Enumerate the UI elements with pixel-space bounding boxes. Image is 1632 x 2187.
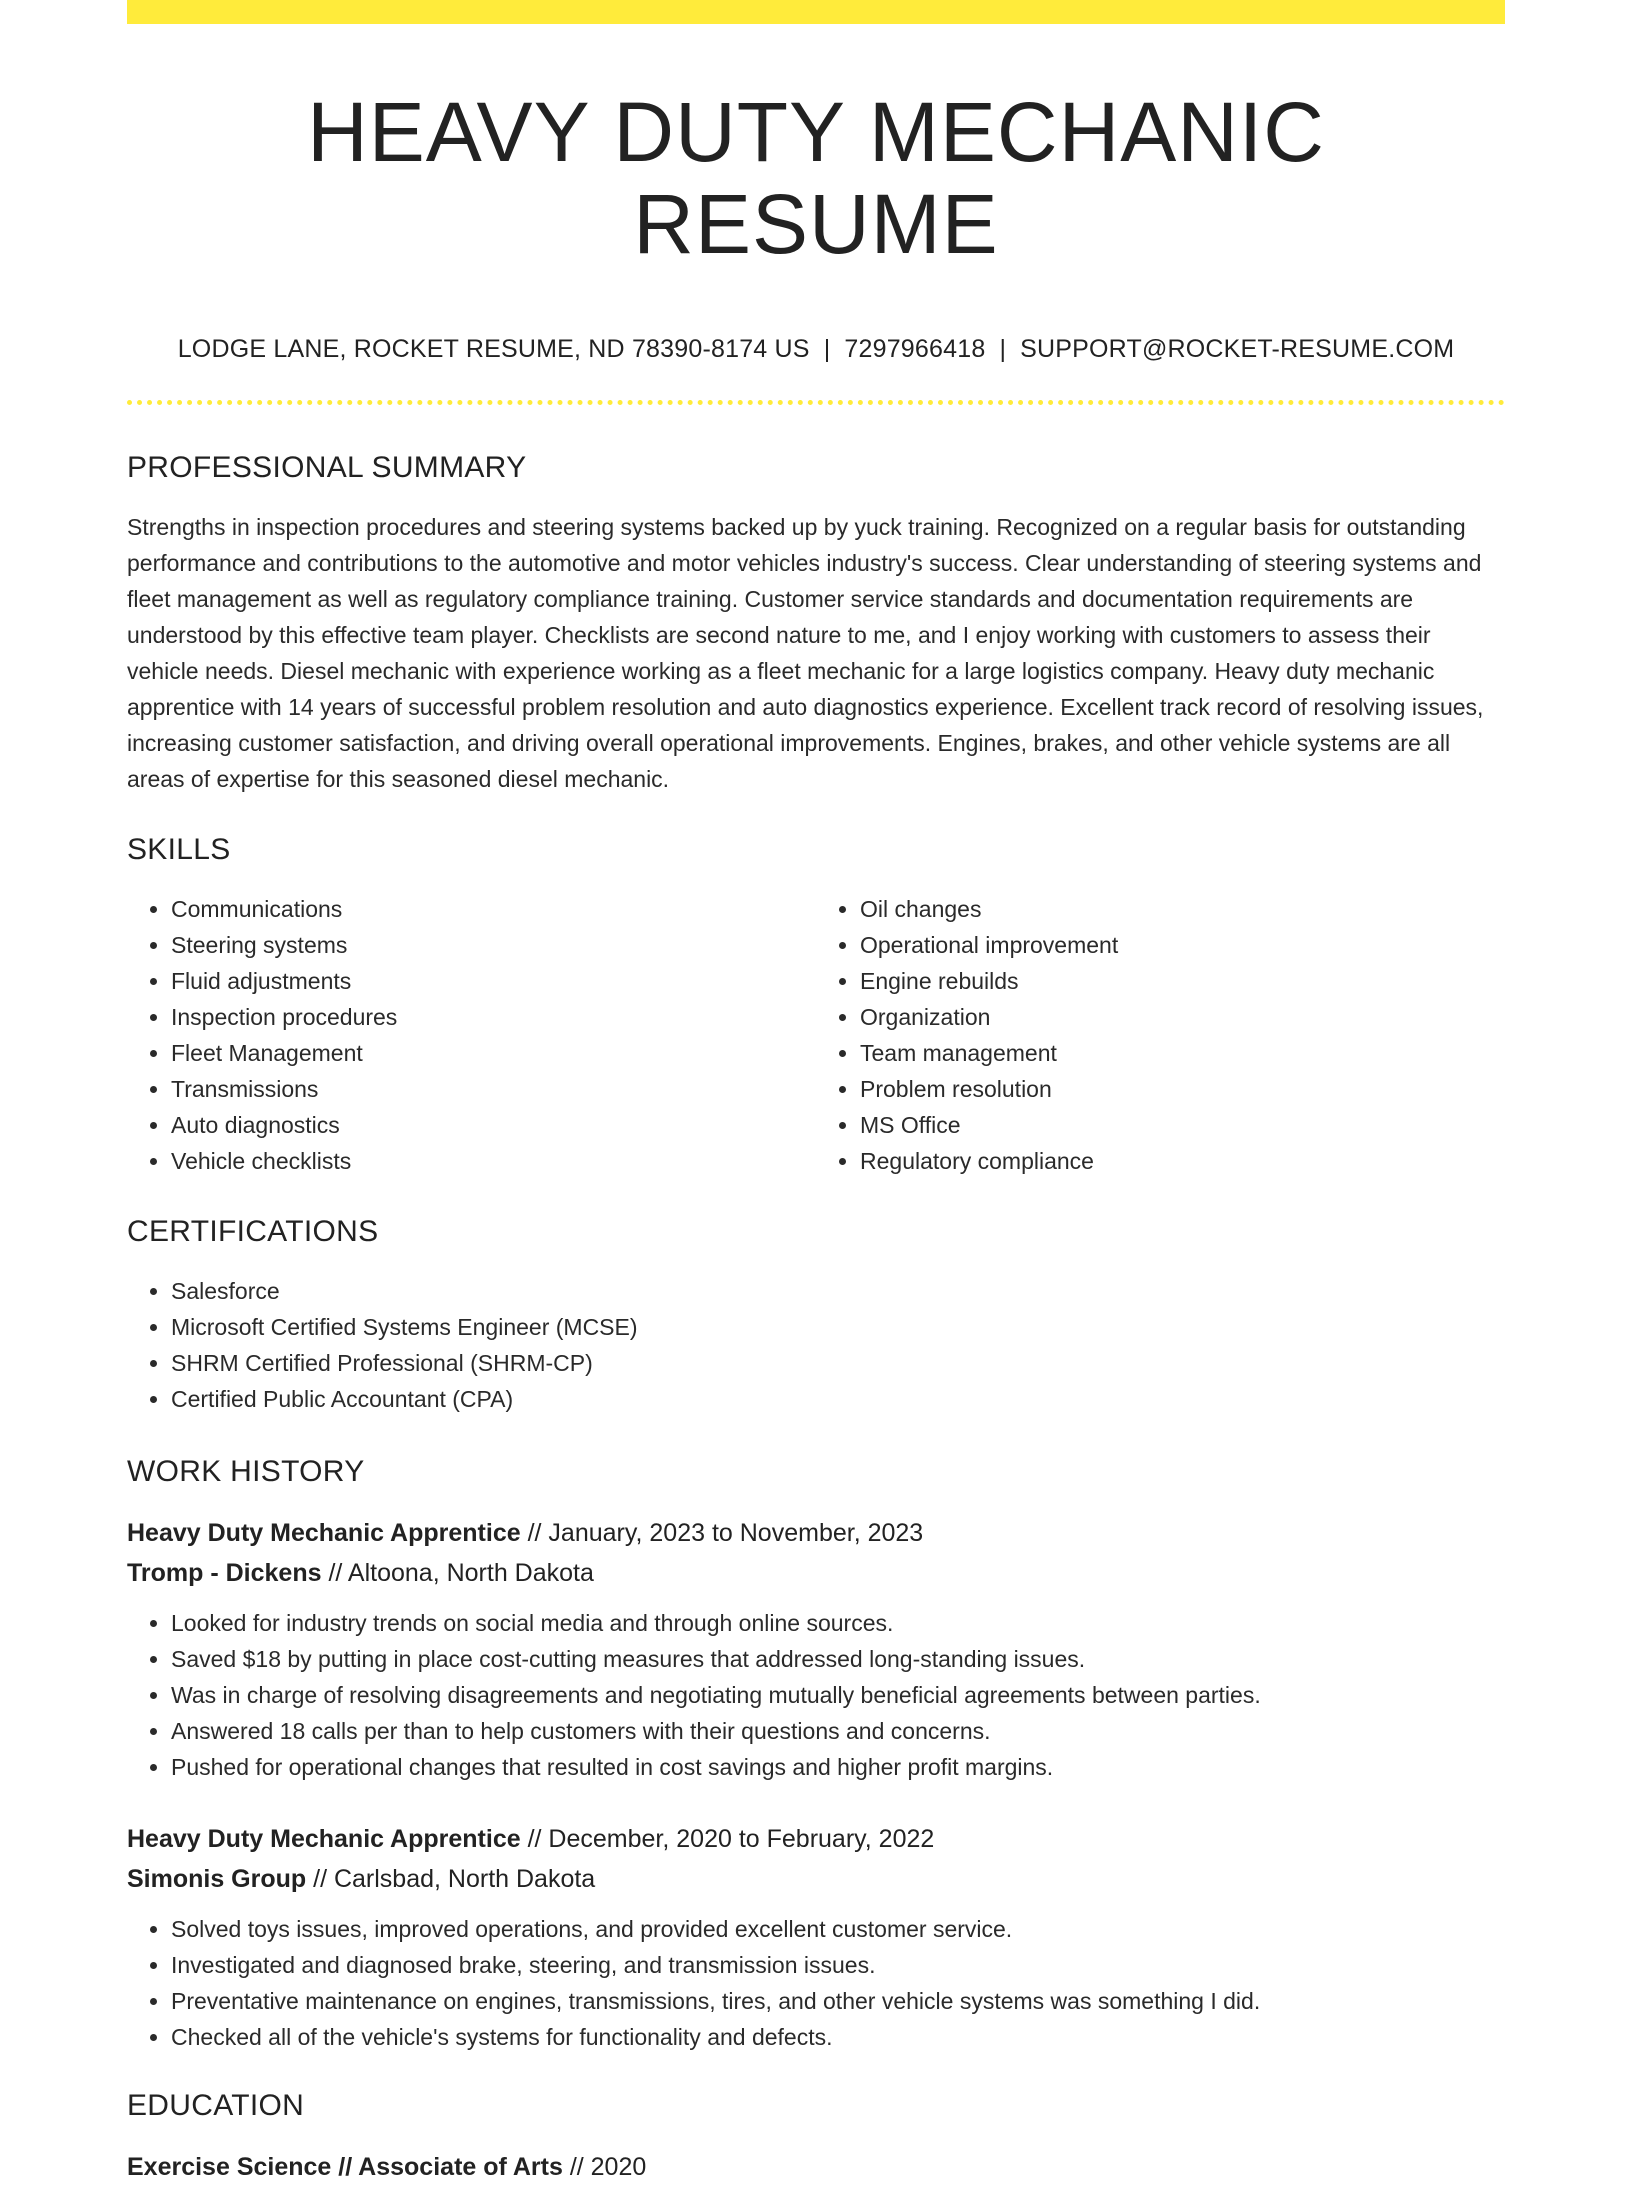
skill-item: • Transmissions	[171, 1071, 816, 1107]
contact-email: SUPPORT@ROCKET-RESUME.COM	[1020, 334, 1455, 363]
skills-section	[127, 833, 1505, 1179]
section-title: CERTIFICATIONS	[127, 1214, 379, 1248]
resume-title: HEAVY DUTY MECHANIC RESUME	[307, 85, 1325, 272]
skill-item: • Steering systems	[171, 927, 816, 963]
skill-item: • Vehicle checklists	[171, 1143, 816, 1179]
job-bullet: • Saved $18 by putting in place cost-cutting measures that addressed long-standing issues.	[171, 1641, 1505, 1677]
skill-item: • Operational improvement	[860, 927, 1505, 963]
job-bullet: • Was in charge of resolving disagreements and negotiating mutually beneficial agreements between parties.	[171, 1677, 1505, 1713]
skill-item: • Fluid adjustments	[171, 963, 816, 999]
job-bullet-list	[127, 1605, 1505, 1785]
education-entry	[127, 2147, 1505, 2187]
job-entry	[127, 1513, 1505, 1785]
certifications-list	[127, 1273, 1505, 1417]
contact-line	[127, 335, 1505, 364]
skills-list-right	[816, 891, 1505, 1179]
skill-item: • Problem resolution	[860, 1071, 1505, 1107]
skills-columns	[127, 891, 1505, 1179]
job-bullet-list	[127, 1911, 1505, 2055]
job-title-line	[127, 1513, 1505, 1553]
contact-separator: |	[823, 334, 831, 363]
skill-item: • Regulatory compliance	[860, 1143, 1505, 1179]
job-bullet: • Looked for industry trends on social media and through online sources.	[171, 1605, 1505, 1641]
skill-item: • MS Office	[860, 1107, 1505, 1143]
job-company-line	[127, 1553, 1505, 1593]
contact-phone: 7297966418	[844, 334, 986, 363]
job-dates: // December, 2020 to February, 2022	[520, 1824, 935, 1853]
contact-address: LODGE LANE, ROCKET RESUME, ND 78390-8174 US	[177, 334, 810, 363]
certification-item: • Microsoft Certified Systems Engineer (MCSE)	[171, 1309, 1505, 1345]
professional-summary-section	[127, 451, 1505, 797]
skills-list-left	[127, 891, 816, 1179]
skill-item: • Organization	[860, 999, 1505, 1035]
job-dates: // January, 2023 to November, 2023	[520, 1518, 924, 1547]
work-history-section	[127, 1455, 1505, 2055]
job-company: Tromp - Dickens	[127, 1558, 322, 1587]
job-entry	[127, 1819, 1505, 2055]
education-degree: Exercise Science // Associate of Arts	[127, 2152, 563, 2181]
job-bullet: • Investigated and diagnosed brake, steering, and transmission issues.	[171, 1947, 1505, 1983]
job-bullet: • Preventative maintenance on engines, transmissions, tires, and other vehicle systems was something I did.	[171, 1983, 1505, 2019]
certifications-section	[127, 1215, 1505, 1417]
job-location: // Altoona, North Dakota	[321, 1558, 594, 1587]
job-title-line	[127, 1819, 1505, 1859]
job-bullet: • Solved toys issues, improved operations, and provided excellent customer service.	[171, 1911, 1505, 1947]
job-company: Simonis Group	[127, 1864, 307, 1893]
job-company-line	[127, 1859, 1505, 1899]
certification-item: • Salesforce	[171, 1273, 1505, 1309]
job-role: Heavy Duty Mechanic Apprentice	[127, 1518, 521, 1547]
skill-item: • Engine rebuilds	[860, 963, 1505, 999]
certification-item: • SHRM Certified Professional (SHRM-CP)	[171, 1345, 1505, 1381]
certification-item: • Certified Public Accountant (CPA)	[171, 1381, 1505, 1417]
skill-item: • Oil changes	[860, 891, 1505, 927]
summary-text: Strengths in inspection procedures and steering systems backed up by yuck training. Recognized on a regular basis for outstanding performance and contributions to the automotive and motor vehicles industry's success. Clear understanding of steering systems and fleet management as well as regulatory compliance training. Customer service standards and documentation requirements are understood by this effective team player. Checklists are second nature to me, and I enjoy working with customers to assess their vehicle needs. Diesel mechanic with experience working as a fleet mechanic for a large logistics company. Heavy duty mechanic apprentice with 14 years of successful problem resolution and auto diagnostics experience. Excellent track record of resolving issues, increasing customer satisfaction, and driving overall operational improvements. Engines, brakes, and other vehicle systems are all areas of expertise for this seasoned diesel mechanic.	[127, 513, 1484, 792]
job-bullet: • Pushed for operational changes that resulted in cost savings and higher profit margins.	[171, 1749, 1505, 1785]
education-section	[127, 2089, 1505, 2187]
accent-top-bar	[127, 0, 1505, 24]
section-title: EDUCATION	[127, 2088, 305, 2122]
education-year: // 2020	[562, 2152, 647, 2181]
section-title: SKILLS	[127, 832, 231, 866]
resume-page	[127, 0, 1505, 2187]
job-bullet: • Checked all of the vehicle's systems for functionality and defects.	[171, 2019, 1505, 2055]
skill-item: • Inspection procedures	[171, 999, 816, 1035]
job-bullet: • Answered 18 calls per than to help customers with their questions and concerns.	[171, 1713, 1505, 1749]
contact-separator: |	[999, 334, 1007, 363]
job-location: // Carlsbad, North Dakota	[306, 1864, 596, 1893]
skill-item: • Fleet Management	[171, 1035, 816, 1071]
section-title: WORK HISTORY	[127, 1454, 365, 1488]
skill-item: • Auto diagnostics	[171, 1107, 816, 1143]
dotted-divider	[127, 400, 1505, 405]
section-title: PROFESSIONAL SUMMARY	[127, 450, 527, 484]
skill-item: • Communications	[171, 891, 816, 927]
job-role: Heavy Duty Mechanic Apprentice	[127, 1824, 521, 1853]
skill-item: • Team management	[860, 1035, 1505, 1071]
